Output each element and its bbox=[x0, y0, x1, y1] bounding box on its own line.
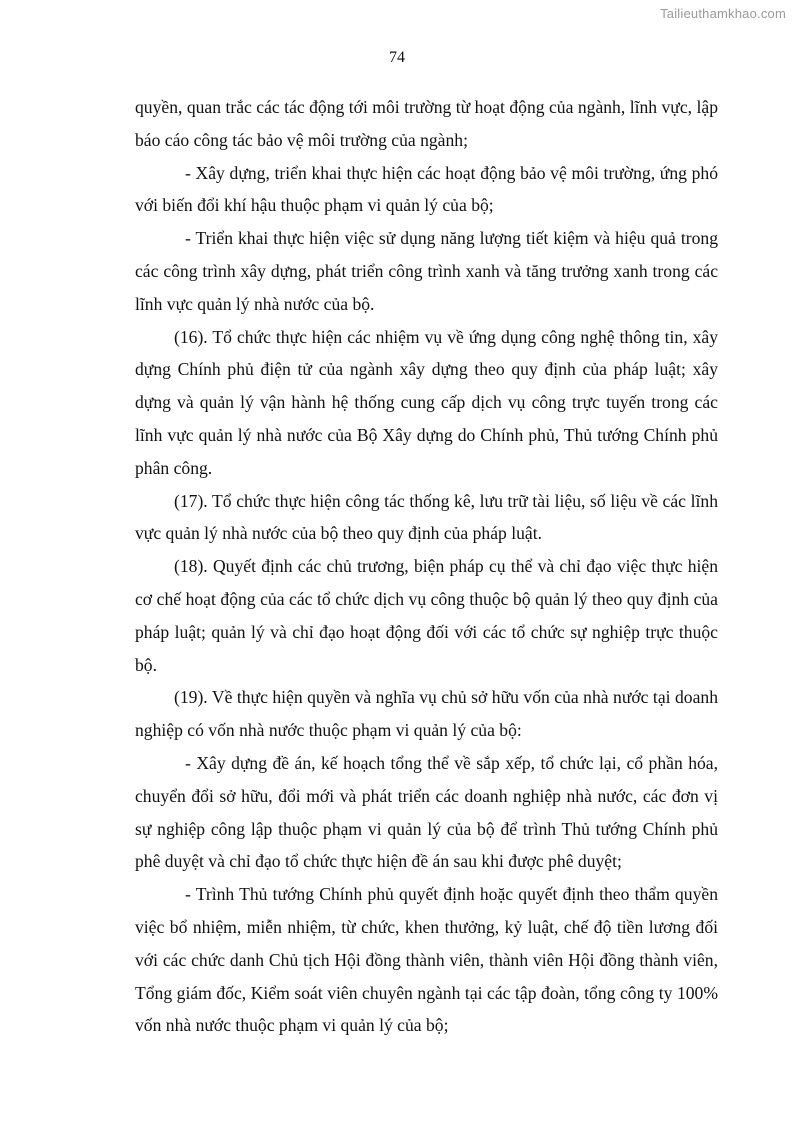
document-body bbox=[135, 91, 718, 1042]
paragraph-item-18: (18). Quyết định các chủ trương, biện pháp cụ thể và chỉ đạo việc thực hiện cơ chế hoạt động của các tổ chức dịch vụ công thuộc bộ quản lý theo quy định của pháp luật; quản lý và chỉ đạo hoạt động đối với các tổ chức sự nghiệp trực thuộc bộ. bbox=[135, 556, 718, 675]
paragraph-item-16: (16). Tổ chức thực hiện các nhiệm vụ về ứng dụng công nghệ thông tin, xây dựng Chính phủ điện tử của ngành xây dựng theo quy định của pháp luật; xây dựng và quản lý vận hành hệ thống cung cấp dịch vụ công trực tuyến trong các lĩnh vực quản lý nhà nước của Bộ Xây dựng do Chính phủ, Thủ tướng Chính phủ phân công. bbox=[135, 326, 718, 478]
paragraph-bullet: - Xây dựng đề án, kế hoạch tổng thể về sắp xếp, tổ chức lại, cổ phần hóa, chuyển đổi sở hữu, đổi mới và phát triển các doanh nghiệp nhà nước, các đơn vị sự nghiệp công lập thuộc phạm vi quản lý của bộ để trình Thủ tướng Chính phủ phê duyệt và chỉ đạo tổ chức thực hiện đề án sau khi được phê duyệt; bbox=[135, 752, 718, 872]
paragraph-continuation: quyền, quan trắc các tác động tới môi trường từ hoạt động của ngành, lĩnh vực, lập báo cáo công tác bảo vệ môi trường của ngành; bbox=[135, 97, 718, 150]
paragraph-bullet: - Trình Thủ tướng Chính phủ quyết định hoặc quyết định theo thẩm quyền việc bổ nhiệm, miễn nhiệm, từ chức, khen thưởng, kỷ luật, chế độ tiền lương đối với các chức danh Chủ tịch Hội đồng thành viên, thành viên Hội đồng thành viên, Tổng giám đốc, Kiểm soát viên chuyên ngành tại các tập đoàn, tổng công ty 100% vốn nhà nước thuộc phạm vi quản lý của bộ; bbox=[135, 884, 718, 1036]
paragraph-bullet: - Triển khai thực hiện việc sử dụng năng lượng tiết kiệm và hiệu quả trong các công trình xây dựng, phát triển công trình xanh và tăng trưởng xanh trong các lĩnh vực quản lý nhà nước của bộ. bbox=[135, 228, 718, 314]
watermark-text: Tailieuthamkhao.com bbox=[660, 6, 786, 21]
paragraph-item-19: (19). Về thực hiện quyền và nghĩa vụ chủ sở hữu vốn của nhà nước tại doanh nghiệp có vốn nhà nước thuộc phạm vi quản lý của bộ: bbox=[135, 687, 718, 741]
page-number: 74 bbox=[389, 49, 405, 66]
paragraph-bullet: - Xây dựng, triển khai thực hiện các hoạt động bảo vệ môi trường, ứng phó với biến đổi khí hậu thuộc phạm vi quản lý của bộ; bbox=[135, 162, 718, 216]
paragraph-item-17: (17). Tổ chức thực hiện công tác thống kê, lưu trữ tài liệu, số liệu về các lĩnh vực quản lý nhà nước của bộ theo quy định của pháp luật. bbox=[135, 490, 718, 544]
